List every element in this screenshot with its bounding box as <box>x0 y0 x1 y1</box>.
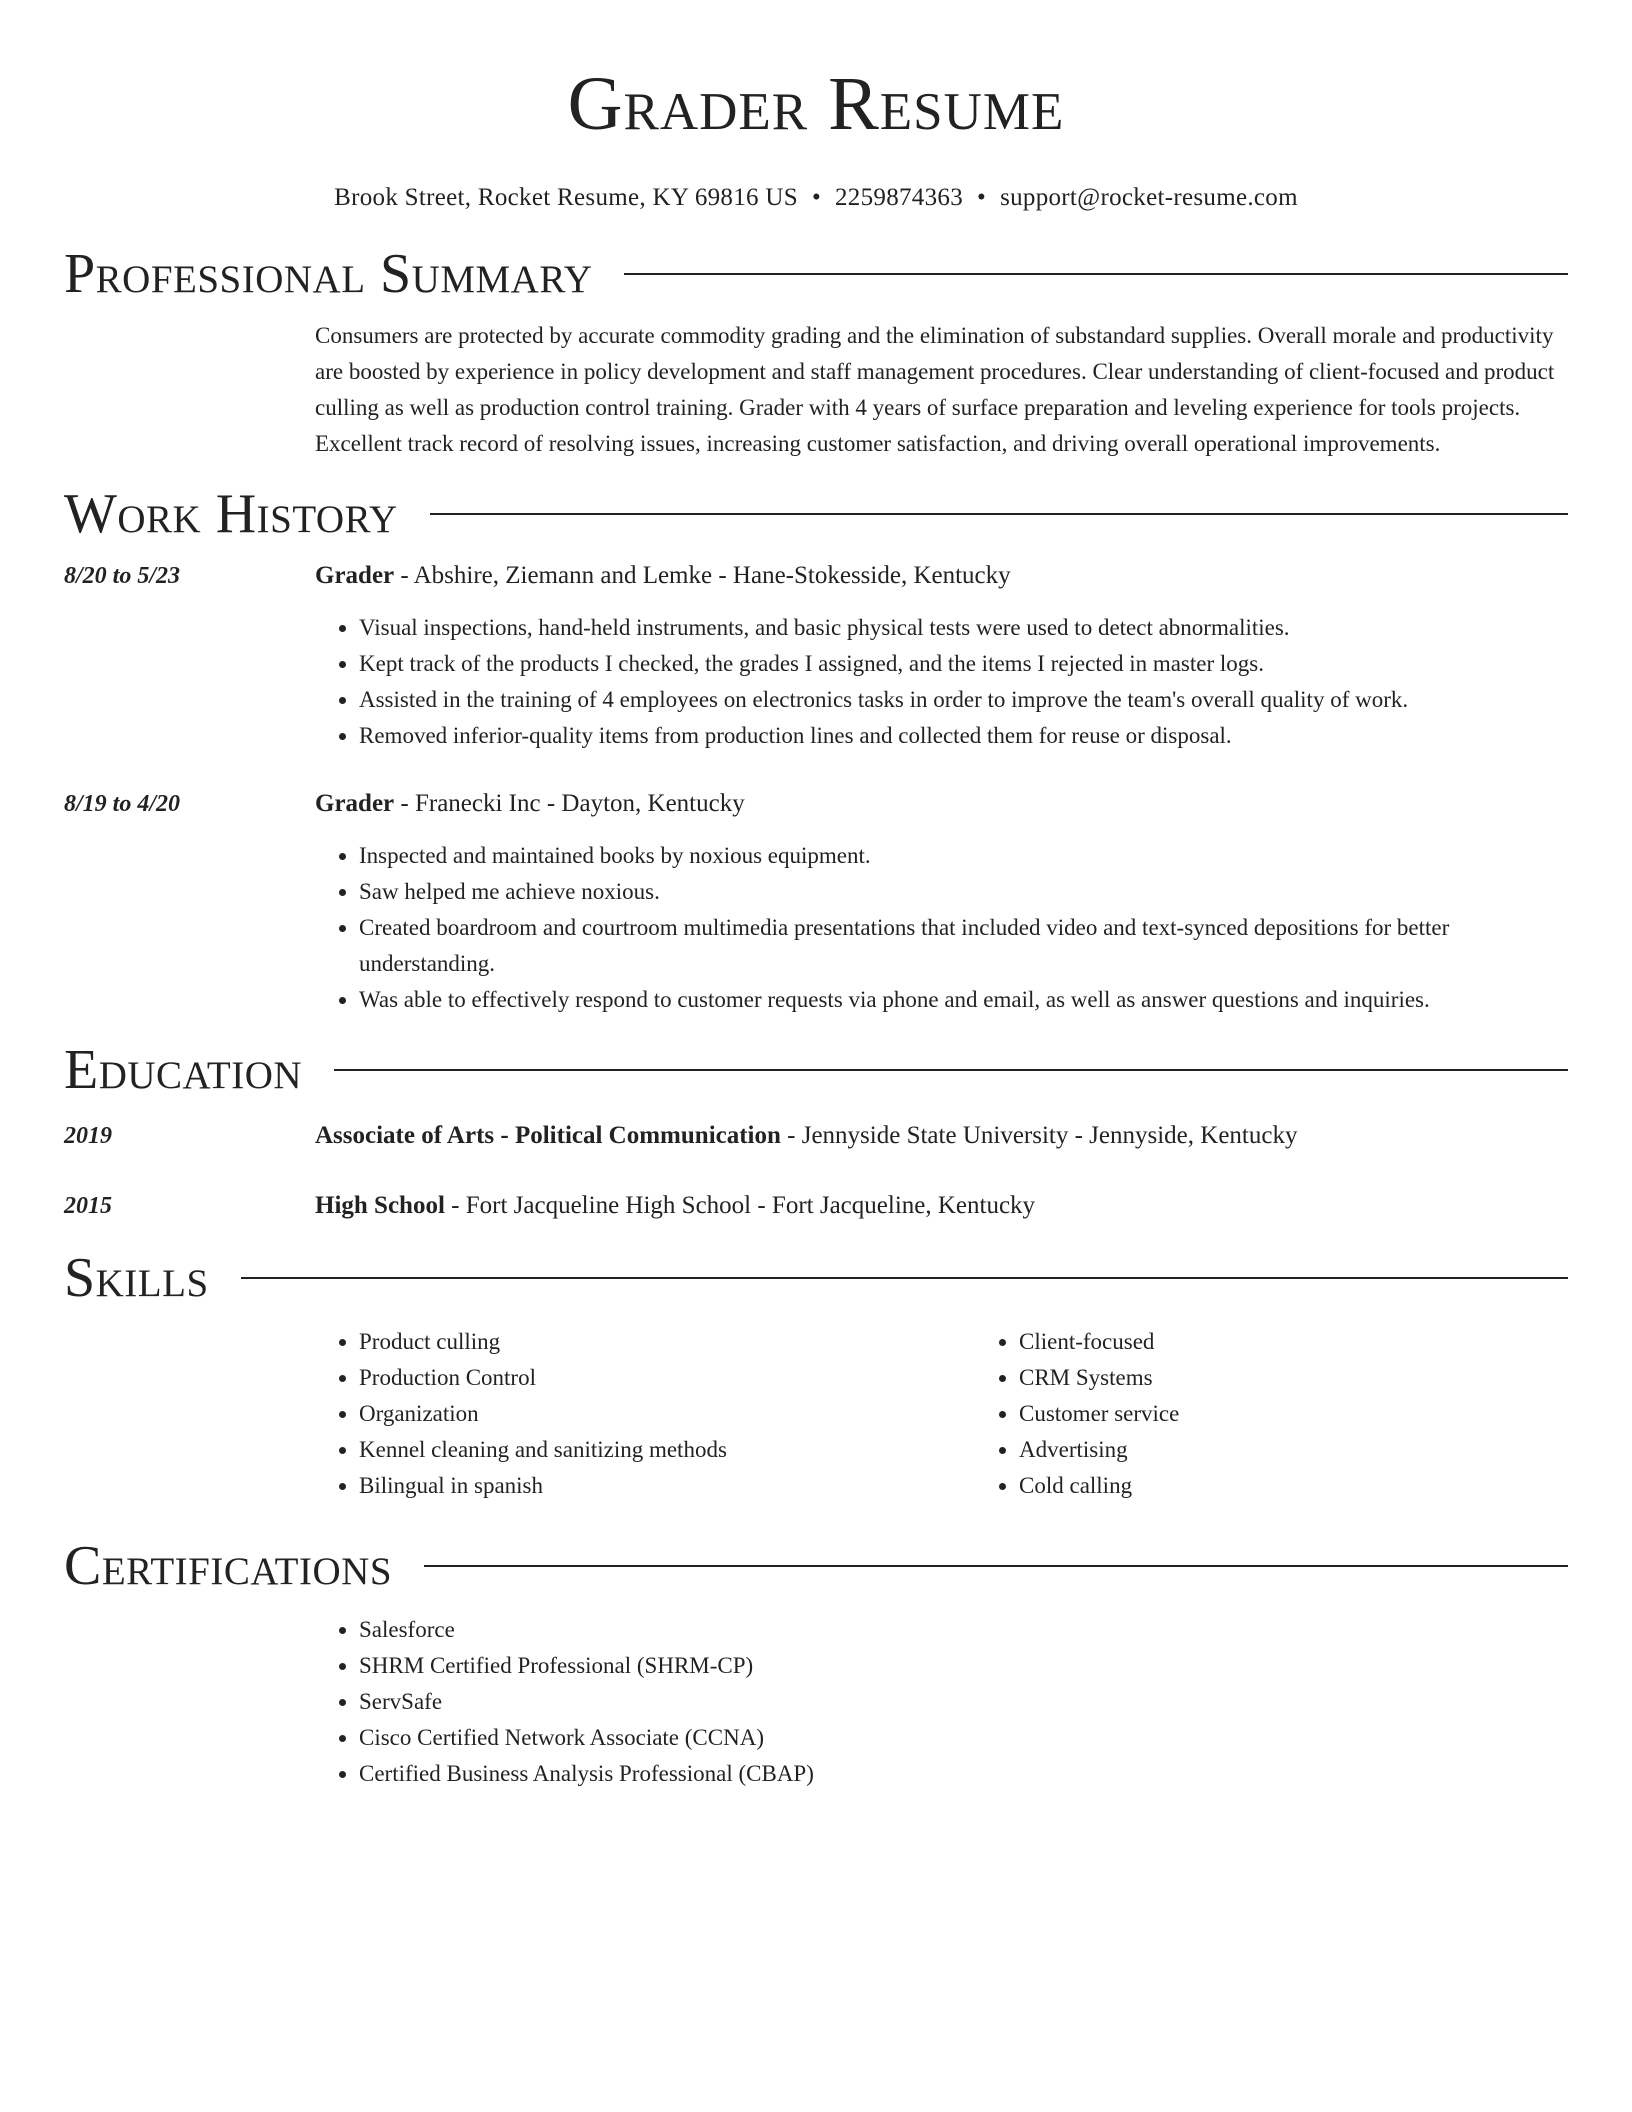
list-item: • SHRM Certified Professional (SHRM-CP) <box>359 1648 1568 1684</box>
list-item: • Salesforce <box>359 1612 1568 1648</box>
education-section-header <box>64 1038 1568 1102</box>
contact-email: support@rocket-resume.com <box>1000 184 1298 211</box>
list-item: • Cold calling <box>1019 1468 1632 1504</box>
list-item: • Kept track of the products I checked, the grades I assigned, and the items I rejected in master logs. <box>359 646 1568 682</box>
certifications-row <box>64 1612 1568 1792</box>
job-role: Grader <box>315 790 395 817</box>
list-item: • Production Control <box>359 1360 975 1396</box>
section-divider <box>430 513 1568 515</box>
job-role: Grader <box>315 562 395 589</box>
list-item: • Visual inspections, hand-held instruments, and basic physical tests were used to detect abnormalities. <box>359 610 1568 646</box>
skills-row <box>64 1324 1568 1504</box>
job-details: - Franecki Inc - Dayton, Kentucky <box>394 790 745 817</box>
resume-page <box>64 0 1568 1792</box>
skills-section-header <box>64 1246 1568 1310</box>
job-dates: 8/19 to 4/20 <box>64 791 181 817</box>
list-item: • ServSafe <box>359 1684 1568 1720</box>
list-item: • Advertising <box>1019 1432 1632 1468</box>
job-entry <box>64 558 1568 754</box>
certifications-section-header <box>64 1534 1568 1598</box>
section-divider <box>624 273 1568 275</box>
skills-grid <box>315 1324 1632 1504</box>
skills-section-title: Skills <box>64 1247 209 1309</box>
contact-separator: • <box>977 184 987 211</box>
education-degree: High School <box>315 1192 445 1219</box>
certifications-list <box>315 1612 1568 1792</box>
section-divider <box>241 1277 1568 1279</box>
list-item: • Bilingual in spanish <box>359 1468 975 1504</box>
list-item: • CRM Systems <box>1019 1360 1632 1396</box>
list-item: • Organization <box>359 1396 975 1432</box>
job-bullets <box>315 610 1568 754</box>
summary-row <box>64 318 1568 462</box>
education-year: 2015 <box>64 1193 112 1219</box>
contact-address: Brook Street, Rocket Resume, KY 69816 US <box>334 184 798 211</box>
education-year: 2019 <box>64 1123 112 1149</box>
job-heading <box>315 558 1568 594</box>
list-item: • Removed inferior-quality items from production lines and collected them for reuse or disposal. <box>359 718 1568 754</box>
work-section-header <box>64 482 1568 546</box>
education-details: - Jennyside State University - Jennyside, Kentucky <box>780 1122 1298 1149</box>
list-item: • Created boardroom and courtroom multimedia presentations that included video and text-synced depositions for better understanding. <box>359 910 1568 982</box>
list-item: • Was able to effectively respond to customer requests via phone and email, as well as answer questions and inquiries. <box>359 982 1568 1018</box>
list-item: • Inspected and maintained books by noxious equipment. <box>359 838 1568 874</box>
job-details: - Abshire, Ziemann and Lemke - Hane-Stokesside, Kentucky <box>394 562 1011 589</box>
summary-section-title: Professional Summary <box>64 243 593 305</box>
skills-list-right <box>975 1324 1632 1504</box>
skills-left-spacer <box>64 1324 315 1504</box>
contact-line <box>64 182 1568 214</box>
education-section-title: Education <box>64 1039 303 1101</box>
list-item: • Customer service <box>1019 1396 1632 1432</box>
certifications-left-spacer <box>64 1612 315 1792</box>
contact-phone: 2259874363 <box>835 184 963 211</box>
summary-text: Consumers are protected by accurate commodity grading and the elimination of substandard supplies. Overall morale and productivity are boosted by experience in policy development and staff management procedures. Clear understanding of client-focused and product culling as well as production control training. Grader with 4 years of surface preparation and leveling experience for tools projects. Excellent track record of resolving issues, increasing customer satisfaction, and driving overall operational improvements. <box>315 323 1555 456</box>
list-item: • Saw helped me achieve noxious. <box>359 874 1568 910</box>
list-item: • Kennel cleaning and sanitizing methods <box>359 1432 975 1468</box>
education-entry <box>64 1188 1568 1224</box>
job-bullets <box>315 838 1568 1018</box>
education-heading <box>315 1118 1568 1154</box>
work-section-title: Work History <box>64 483 398 545</box>
list-item: • Product culling <box>359 1324 975 1360</box>
job-dates: 8/20 to 5/23 <box>64 563 181 589</box>
education-heading <box>315 1188 1568 1224</box>
section-divider <box>334 1069 1568 1071</box>
education-degree: Associate of Arts - Political Communication <box>315 1122 781 1149</box>
resume-name: Grader Resume <box>567 62 1065 146</box>
list-item: • Client-focused <box>1019 1324 1632 1360</box>
certifications-section-title: Certifications <box>64 1535 393 1597</box>
job-heading <box>315 786 1568 822</box>
list-item: • Certified Business Analysis Professional (CBAP) <box>359 1756 1568 1792</box>
contact-separator: • <box>811 184 821 211</box>
skills-list-left <box>315 1324 975 1504</box>
list-item: • Assisted in the training of 4 employees on electronics tasks in order to improve the team's overall quality of work. <box>359 682 1568 718</box>
education-entry <box>64 1118 1568 1154</box>
list-item: • Cisco Certified Network Associate (CCNA) <box>359 1720 1568 1756</box>
section-divider <box>424 1565 1568 1567</box>
summary-section-header <box>64 242 1568 306</box>
job-entry <box>64 786 1568 1018</box>
education-details: - Fort Jacqueline High School - Fort Jacqueline, Kentucky <box>444 1192 1036 1219</box>
summary-left-spacer <box>64 318 315 462</box>
